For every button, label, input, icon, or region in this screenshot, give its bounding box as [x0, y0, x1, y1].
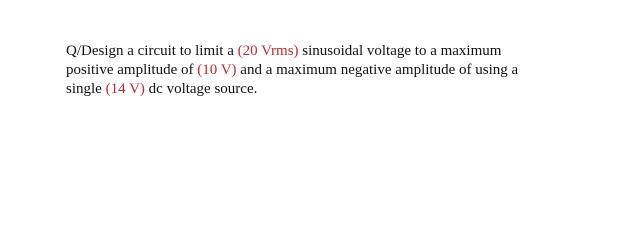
question-text-segment: sinusoidal voltage to a maximum — [298, 43, 502, 59]
question-text-segment: single — [66, 81, 106, 97]
highlighted-value: (10 V) — [197, 62, 237, 78]
question-line-1 — [66, 42, 606, 61]
question-text-segment: Q/Design a circuit to limit a — [66, 43, 238, 59]
highlighted-value: (20 Vrms) — [237, 43, 299, 59]
highlighted-value: (14 V) — [105, 81, 145, 97]
question-text — [66, 42, 606, 99]
question-line-3 — [66, 80, 606, 99]
question-line-2 — [66, 61, 606, 80]
question-text-segment: and a maximum negative amplitude of using a — [236, 62, 519, 78]
question-text-segment: dc voltage source. — [144, 81, 258, 97]
question-text-segment: positive amplitude of — [66, 62, 198, 78]
